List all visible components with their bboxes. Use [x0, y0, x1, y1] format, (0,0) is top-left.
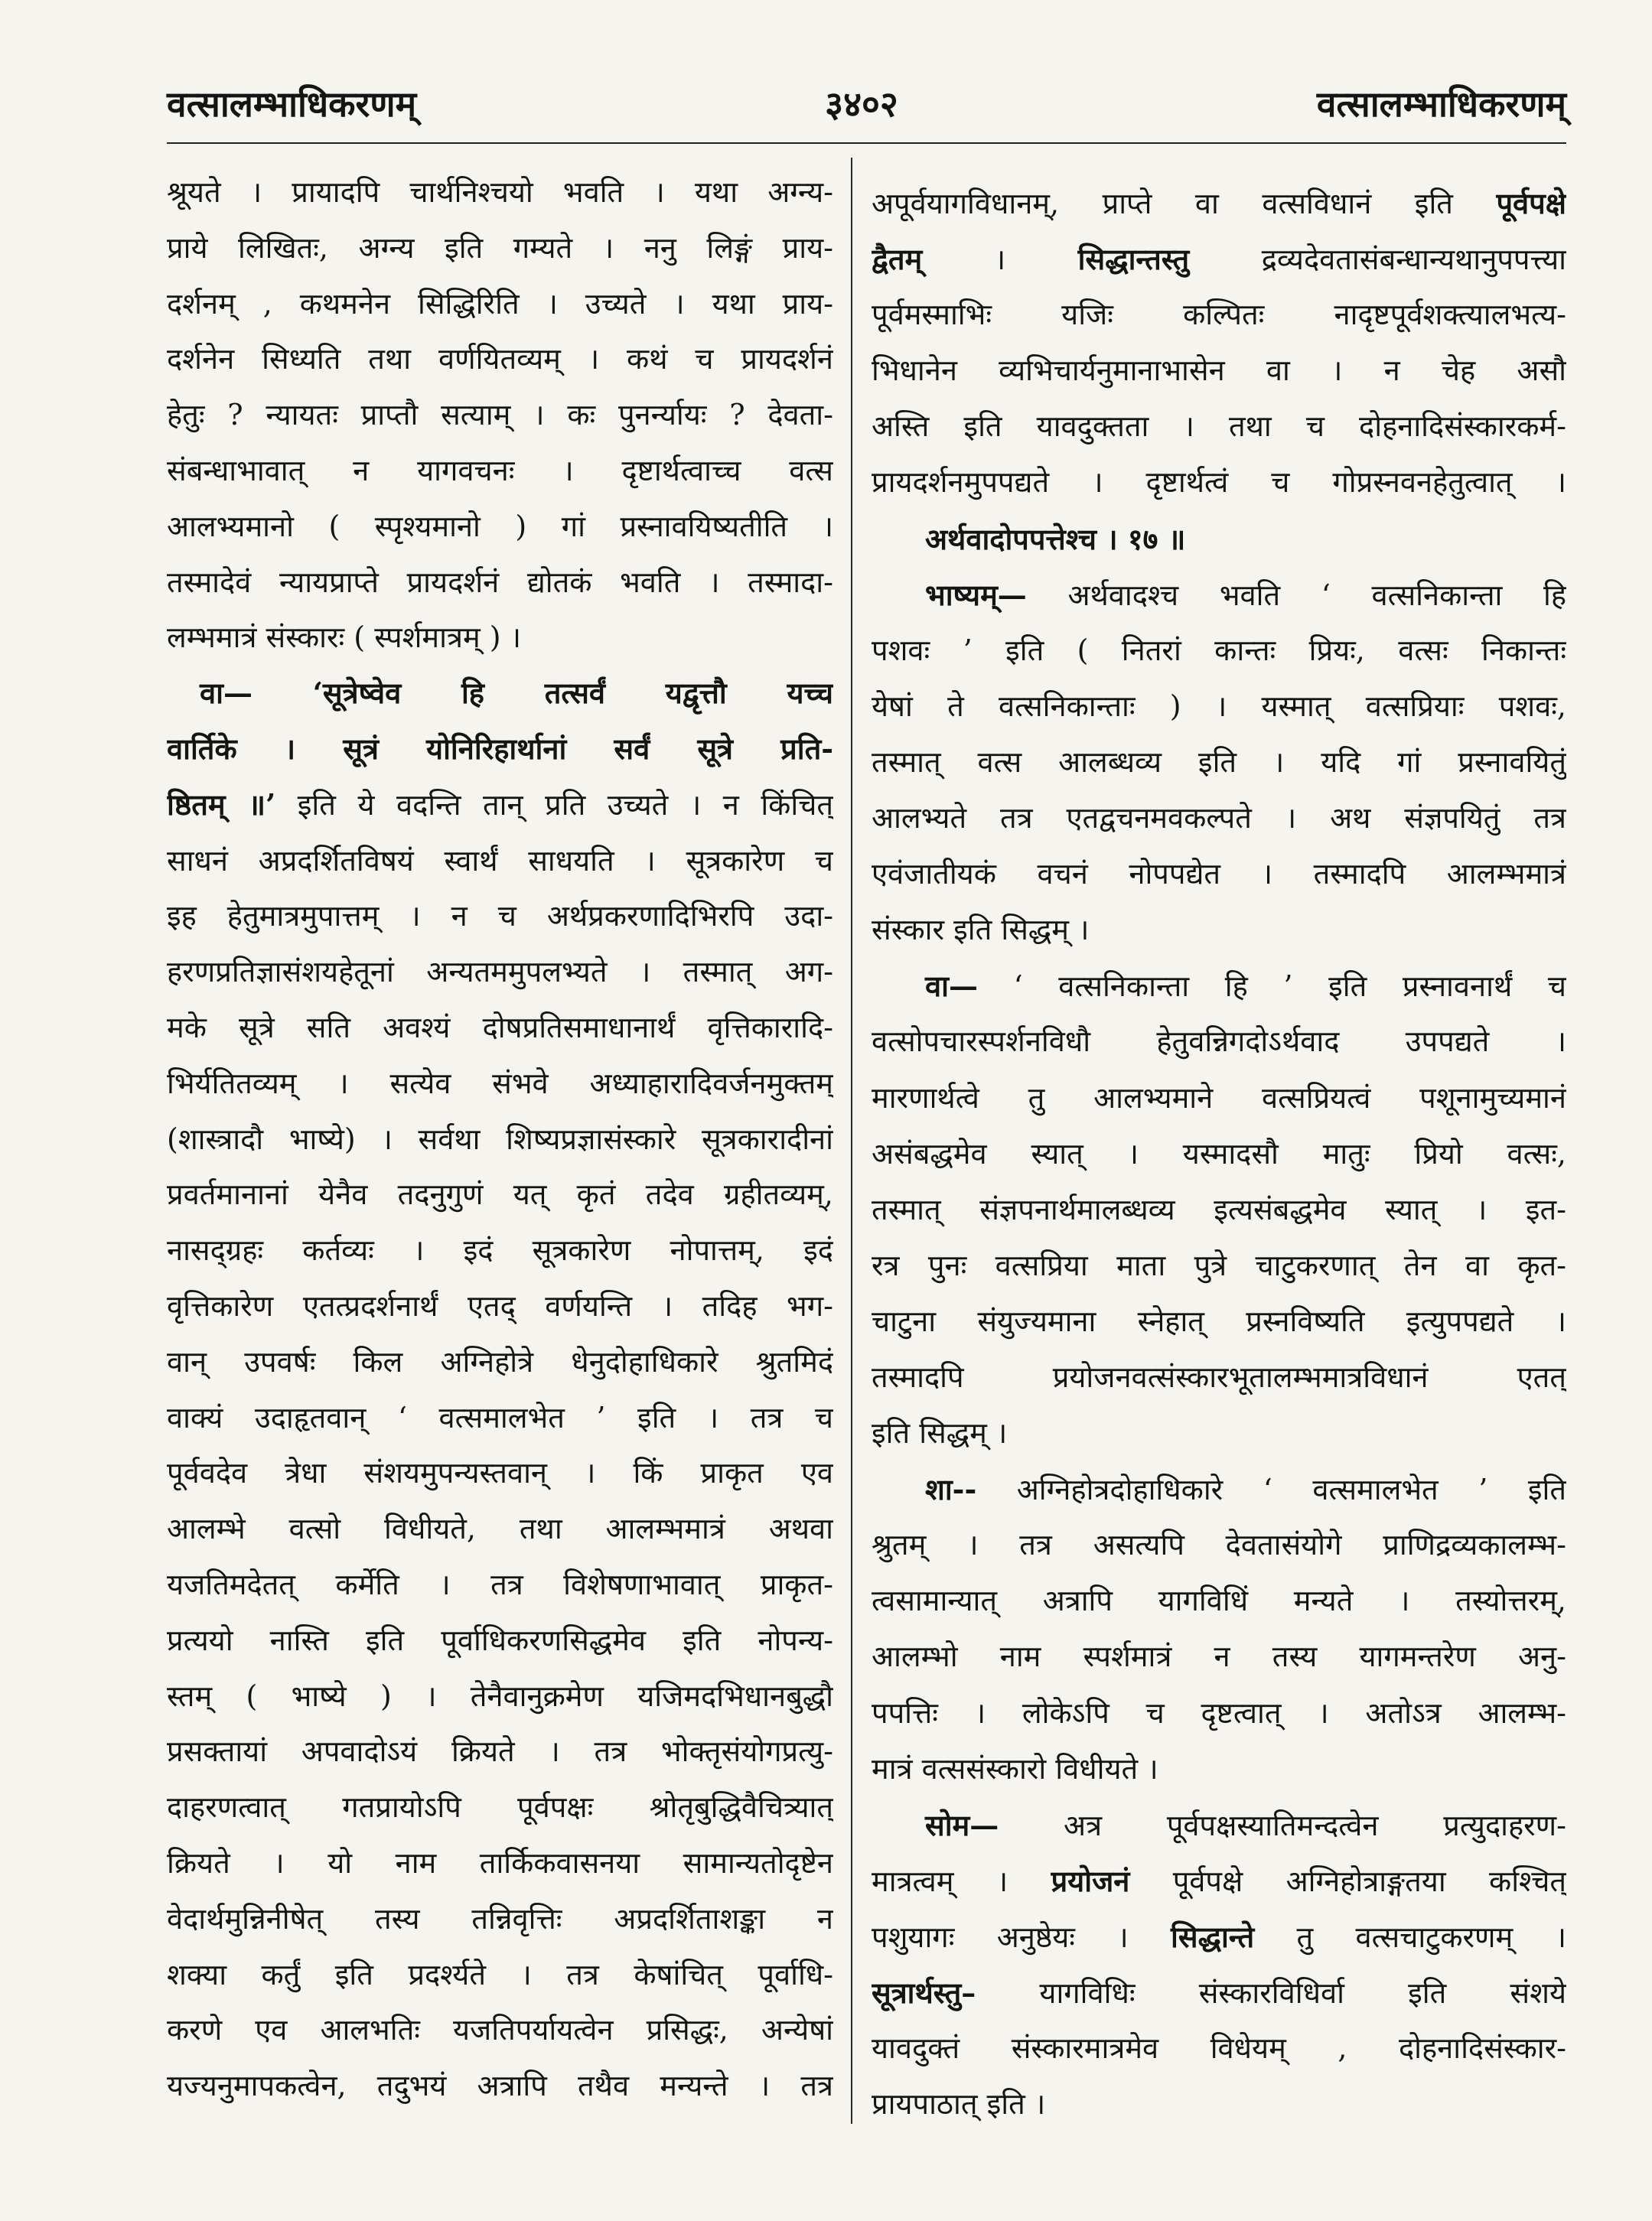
- bold-text-segment: पूर्वपक्षे: [1496, 186, 1566, 220]
- text-line: [167, 1167, 833, 1223]
- running-header-right: वत्सालम्भाधिकरणम्: [1316, 83, 1566, 125]
- text-segment: पूर्वमस्माभिः यजिः कल्पितः नादृष्टपूर्वशक्त्यालभत्य-: [872, 298, 1566, 332]
- text-segment: अपूर्वयागविधानम्, प्राप्ते वा वत्सविधानं इति: [872, 187, 1497, 220]
- text-segment: प्रसक्तायां अपवादोऽयं क्रियते । तत्र भोक्तृसंयोगप्रत्यु-: [167, 1734, 833, 1769]
- bold-text-segment: वार्तिके । सूत्रं योनिरिहार्थानां सर्वं सूत्रे प्रति-: [167, 731, 833, 766]
- text-line: [167, 833, 833, 889]
- text-line: [167, 721, 833, 777]
- text-line: [872, 1014, 1566, 1070]
- text-segment: मात्रं वत्ससंस्कारो विधीयते ।: [872, 1751, 1158, 1786]
- text-line: [167, 1390, 833, 1446]
- text-line: [167, 276, 833, 332]
- bold-text-segment: सोम—: [925, 1807, 999, 1842]
- text-segment: रत्र पुनः वत्सप्रिया माता पुत्रे चाटुकरणात् तेन वा कृत-: [872, 1248, 1566, 1282]
- text-segment: प्रायपाठात् इति ।: [872, 2087, 1046, 2122]
- text-line: [167, 944, 833, 1000]
- text-segment: तस्मादपि प्रयोजनवत्संस्कारभूतालम्भमात्रविधानं एतत्: [872, 1360, 1566, 1394]
- text-line: [872, 1517, 1566, 1573]
- text-segment: वाक्यं उदाहृतवान् ‘ वत्समालभेत ’ इति । तत्र च: [167, 1400, 833, 1435]
- header-rule: [167, 142, 1566, 144]
- text-line: [872, 1797, 1566, 1853]
- text-segment: यज्यनुमापकत्वेन, तदुभयं अत्रापि तथैव मन्यन्ते । तत्र: [167, 2069, 833, 2103]
- text-line: [872, 399, 1566, 454]
- text-line: [872, 902, 1566, 958]
- text-segment: यजतिमदेतत् कर्मेति । तत्र विशेषणाभावात् प्राकृत-: [167, 1567, 833, 1601]
- text-line: [872, 231, 1566, 287]
- text-line: [872, 511, 1566, 567]
- text-line: [167, 220, 833, 276]
- text-segment: पूर्ववदेव त्रेधा संशयमुपन्यस्तवान् । किं प्राकृत एव: [167, 1456, 833, 1490]
- text-line: [167, 1223, 833, 1278]
- text-segment: शक्या कर्तुं इति प्रदर्श्यते । तत्र केषांचित् पूर्वाधि-: [167, 1957, 833, 1991]
- left-column: [167, 164, 833, 2114]
- text-line: [872, 1965, 1566, 2021]
- text-line: [167, 555, 833, 611]
- text-line: [167, 1445, 833, 1501]
- text-line: [167, 888, 833, 944]
- bold-text-segment: ष्ठितम् ॥’: [167, 786, 276, 822]
- text-segment: भिर्यतितव्यम् । सत्येव संभवे अध्याहारादिवर्जनमुक्तम्: [167, 1066, 833, 1100]
- bold-text-segment: शा--: [925, 1472, 977, 1507]
- text-line: [872, 1405, 1566, 1461]
- text-segment: हेतुः ? न्यायतः प्राप्तौ सत्याम् । कः पुनर्न्यायः ? देवता-: [167, 398, 833, 432]
- bold-text-segment: भाष्यम्—: [925, 577, 1027, 612]
- bold-text-segment: वा—: [925, 969, 978, 1004]
- text-line: [872, 1741, 1566, 1797]
- text-line: [167, 1501, 833, 1557]
- text-segment: (शास्त्रादौ भाष्ये) । सर्वथा शिष्यप्रज्ञासंस्कारे सूत्रकारादीनां: [167, 1122, 833, 1156]
- text-line: [167, 1724, 833, 1780]
- text-segment: श्रुतम् । तत्र असत्यपि देवतासंयोगे प्राणिद्रव्यकालम्भ-: [872, 1528, 1566, 1562]
- text-line: [872, 958, 1566, 1014]
- text-line: [872, 1350, 1566, 1405]
- text-segment: अस्ति इति यावदुक्तता । तथा च दोहनादिसंस्कारकर्म-: [872, 409, 1566, 444]
- text-segment: पूर्वपक्षे अग्निहोत्राङ्गतया कश्चित्: [1129, 1864, 1566, 1898]
- text-line: [167, 387, 833, 443]
- text-segment: मात्रत्वम् ।: [872, 1864, 1051, 1898]
- text-segment: भिधानेन व्यभिचार्यनुमानाभासेन वा । न चेह असौ: [872, 353, 1566, 388]
- text-segment: आलभ्यमानो ( स्पृश्यमानो ) गां प्रस्नावयिष्यतीति ।: [167, 509, 833, 543]
- text-segment: हरणप्रतिज्ञासंशयहेतूनां अन्यतममुपलभ्यते । तस्मात् अग-: [167, 955, 833, 989]
- text-segment: लम्भमात्रं संस्कारः ( स्पर्शमात्रम् ) ।: [167, 620, 522, 655]
- text-line: [167, 2058, 833, 2114]
- text-segment: स्तम् ( भाष्ये ) । तेनैवानुक्रमेण यजिमदभिधानबुद्धौ: [167, 1679, 833, 1713]
- text-line: [167, 1613, 833, 1669]
- text-segment: वत्सोपचारस्पर्शनविधौ हेतुवन्निगदोऽर्थवाद उपपद्यते ।: [872, 1024, 1566, 1059]
- text-segment: आलम्भो नाम स्पर्शमात्रं न तस्य यागमन्तरेण अनु-: [872, 1640, 1566, 1674]
- text-line: [167, 777, 833, 833]
- text-line: [872, 790, 1566, 846]
- bold-text-segment: सूत्रार्थस्तु–: [872, 1975, 976, 2010]
- text-line: [167, 1000, 833, 1056]
- text-segment: इह हेतुमात्रमुपात्तम् । न च अर्थप्रकरणादिभिरपि उदा-: [167, 899, 833, 933]
- text-line: [872, 454, 1566, 510]
- text-line: [167, 610, 833, 666]
- text-segment: तस्मादेवं न्यायप्राप्ते प्रायदर्शनं द्योतकं भवति । तस्मादा-: [167, 565, 833, 599]
- text-line: [167, 1891, 833, 1947]
- text-segment: दर्शनेन सिध्यति तथा वर्णयितव्यम् । कथं च प्रायदर्शनं: [167, 342, 833, 376]
- text-line: [167, 1947, 833, 2003]
- text-line: [167, 1278, 833, 1334]
- text-segment: तस्मात् संज्ञपनार्थमालब्धव्य इत्यसंबद्धमेव स्यात् । इत-: [872, 1192, 1566, 1226]
- bold-text-segment: अर्थवादोपपत्तेश्च । १७ ॥: [925, 521, 1186, 556]
- text-line: [167, 666, 833, 721]
- bold-text-segment: वा— ‘सूत्रेष्वेव हि तत्सर्वं यद्वृत्तौ यच्च: [200, 676, 833, 711]
- text-line: [872, 1909, 1566, 1965]
- text-line: [167, 1112, 833, 1167]
- text-segment: नासद्ग्रहः कर्तव्यः । इदं सूत्रकारेण नोपात्तम्, इदं: [167, 1233, 833, 1268]
- bold-text-segment: सिद्धान्तस्तु: [1077, 242, 1190, 277]
- text-line: [872, 1461, 1566, 1517]
- text-segment: पपत्तिः । लोकेऽपि च दृष्टत्वात् । अतोऽत्र आलम्भ-: [872, 1695, 1566, 1730]
- text-segment: संस्कार इति सिद्धम् ।: [872, 913, 1090, 947]
- text-line: [167, 164, 833, 220]
- text-segment: वेदार्थमुन्निनीषेत् तस्य तन्निवृत्तिः अप्रदर्शिताशङ्का न: [167, 1901, 833, 1936]
- text-line: [872, 1182, 1566, 1238]
- text-segment: प्रायदर्शनमुपपद्यते । दृष्टार्थत्वं च गोप्रस्नवनहेतुत्वात् ।: [872, 465, 1566, 500]
- text-segment: द्रव्यदेवतासंबन्धान्यथानुपपत्त्या: [1189, 243, 1566, 277]
- text-line: [167, 1334, 833, 1390]
- text-line: [167, 1557, 833, 1613]
- text-line: [872, 1853, 1566, 1909]
- column-divider: [851, 158, 852, 2124]
- text-segment: तस्मात् वत्स आलब्धव्य इति । यदि गां प्रस्नावयितुं: [872, 744, 1566, 779]
- text-line: [872, 343, 1566, 399]
- text-segment: साधनं अप्रदर्शितविषयं स्वार्थं साधयति । सूत्रकारेण च: [167, 843, 833, 878]
- text-segment: क्रियते । यो नाम तार्किकवासनया सामान्यतोदृष्टेन: [167, 1845, 833, 1880]
- text-segment: करणे एव आलभतिः यजतिपर्यायत्वेन प्रसिद्धः, अन्येषां: [167, 2013, 833, 2047]
- text-line: [872, 679, 1566, 734]
- text-segment: ‘ वत्सनिकान्ता हि ’ इति प्रस्नावनार्थं च: [977, 969, 1566, 1004]
- text-segment: येषां ते वत्सनिकान्ताः ) । यस्मात् वत्सप्रियाः पशवः,: [872, 689, 1566, 723]
- text-segment: अग्निहोत्रदोहाधिकारे ‘ वत्समालभेत ’ इति: [976, 1473, 1566, 1507]
- running-header-left: वत्सालम्भाधिकरणम्: [167, 83, 417, 125]
- text-line: [872, 734, 1566, 790]
- text-segment: आलम्भे वत्सो विधीयते, तथा आलम्भमात्रं अथवा: [167, 1512, 833, 1546]
- text-line: [167, 1835, 833, 1891]
- text-segment: पशुयागः अनुष्ठेयः ।: [872, 1920, 1171, 1954]
- text-line: [872, 1685, 1566, 1741]
- text-line: [872, 1238, 1566, 1294]
- text-segment: अत्र पूर्वपक्षस्यातिमन्दत्वेन प्रत्युदाहरण-: [999, 1808, 1566, 1842]
- text-segment: त्वसामान्यात् अत्रापि यागविधिं मन्यते । तस्योत्तरम्,: [872, 1584, 1566, 1618]
- text-segment: पशवः ’ इति ( नितरां कान्तः प्रियः, वत्सः निकान्तः: [872, 633, 1566, 667]
- bold-text-segment: प्रयोजनं: [1051, 1863, 1130, 1898]
- text-segment: असंबद्धमेव स्यात् । यस्मादसौ मातुः प्रियो वत्सः,: [872, 1136, 1566, 1171]
- text-segment: आलभ्यते तत्र एतद्वचनमवकल्पते । अथ संज्ञपयितुं तत्र: [872, 801, 1566, 835]
- text-line: [872, 1294, 1566, 1350]
- text-segment: श्रूयते । प्रायादपि चार्थनिश्चयो भवति । यथा अग्न्य-: [167, 175, 833, 209]
- page-number: ३४०२: [825, 83, 898, 125]
- text-segment: तु वत्सचाटुकरणम् ।: [1254, 1920, 1566, 1954]
- text-line: [872, 1070, 1566, 1126]
- text-line: [167, 1780, 833, 1835]
- text-segment: यागविधिः संस्कारविधिर्वा इति संशये: [976, 1976, 1566, 2010]
- text-line: [872, 846, 1566, 902]
- bold-text-segment: सिद्धान्ते: [1171, 1919, 1255, 1954]
- text-line: [167, 1056, 833, 1112]
- text-segment: वान् उपवर्षः किल अग्निहोत्रे धेनुदोहाधिकारे श्रुतमिदं: [167, 1344, 833, 1379]
- text-segment: एवंजातीयकं वचनं नोपपद्येत । तस्मादपि आलम्भमात्रं: [872, 857, 1566, 891]
- text-segment: दर्शनम् , कथमनेन सिद्धिरिति । उच्यते । यथा प्राय-: [167, 286, 833, 321]
- right-column: [872, 175, 1566, 2132]
- text-segment: इति ये वदन्ति तान् प्रति उच्यते । न किंचित्: [275, 787, 833, 822]
- text-segment: प्रत्ययो नास्ति इति पूर्वाधिकरणसिद्धमेव इति नोपन्य-: [167, 1623, 833, 1657]
- text-segment: चाटुना संयुज्यमाना स्नेहात् प्रस्नविष्यति इत्युपपद्यते ।: [872, 1304, 1566, 1338]
- text-segment: यावदुक्तं संस्कारमात्रमेव विधेयम् , दोहनादिसंस्कार-: [872, 2031, 1566, 2066]
- text-line: [872, 1126, 1566, 1182]
- text-line: [167, 1669, 833, 1724]
- text-line: [872, 1629, 1566, 1685]
- text-segment: अर्थवादश्च भवति ‘ वत्सनिकान्ता हि: [1026, 578, 1566, 612]
- text-line: [167, 443, 833, 499]
- text-line: [872, 2021, 1566, 2076]
- bold-text-segment: द्वैतम्: [872, 242, 923, 277]
- text-segment: इति सिद्धम् ।: [872, 1416, 1008, 1451]
- text-line: [872, 175, 1566, 231]
- text-segment: मारणार्थत्वे तु आलभ्यमाने वत्सप्रियत्वं पशूनामुच्यमानं: [872, 1080, 1566, 1115]
- text-segment: दाहरणत्वात् गतप्रायोऽपि पूर्वपक्षः श्रोतृबुद्धिवैचित्र्यात्: [167, 1790, 833, 1825]
- text-line: [872, 1573, 1566, 1629]
- text-line: [167, 2002, 833, 2058]
- text-line: [872, 623, 1566, 679]
- text-segment: मके सूत्रे सति अवश्यं दोषप्रतिसमाधानार्थं वृत्तिकारादि-: [167, 1010, 833, 1044]
- text-line: [167, 331, 833, 387]
- text-segment: वृत्तिकारेण एतत्प्रदर्शनार्थं एतद् वर्णयन्ति । तदिह भग-: [167, 1288, 833, 1323]
- text-line: [872, 567, 1566, 623]
- text-segment: संबन्धाभावात् न यागवचनः । दृष्टार्थत्वाच्च वत्स: [167, 453, 833, 487]
- text-segment: प्राये लिखितः, अग्न्य इति गम्यते । ननु लिङ्गं प्राय-: [167, 230, 833, 265]
- text-segment: ।: [922, 243, 1078, 277]
- text-segment: प्रवर्तमानानां येनैव तदनुगुणं यत् कृतं तदेव ग्रहीतव्यम्,: [167, 1177, 833, 1212]
- text-line: [872, 287, 1566, 343]
- text-line: [167, 499, 833, 555]
- text-line: [872, 2076, 1566, 2132]
